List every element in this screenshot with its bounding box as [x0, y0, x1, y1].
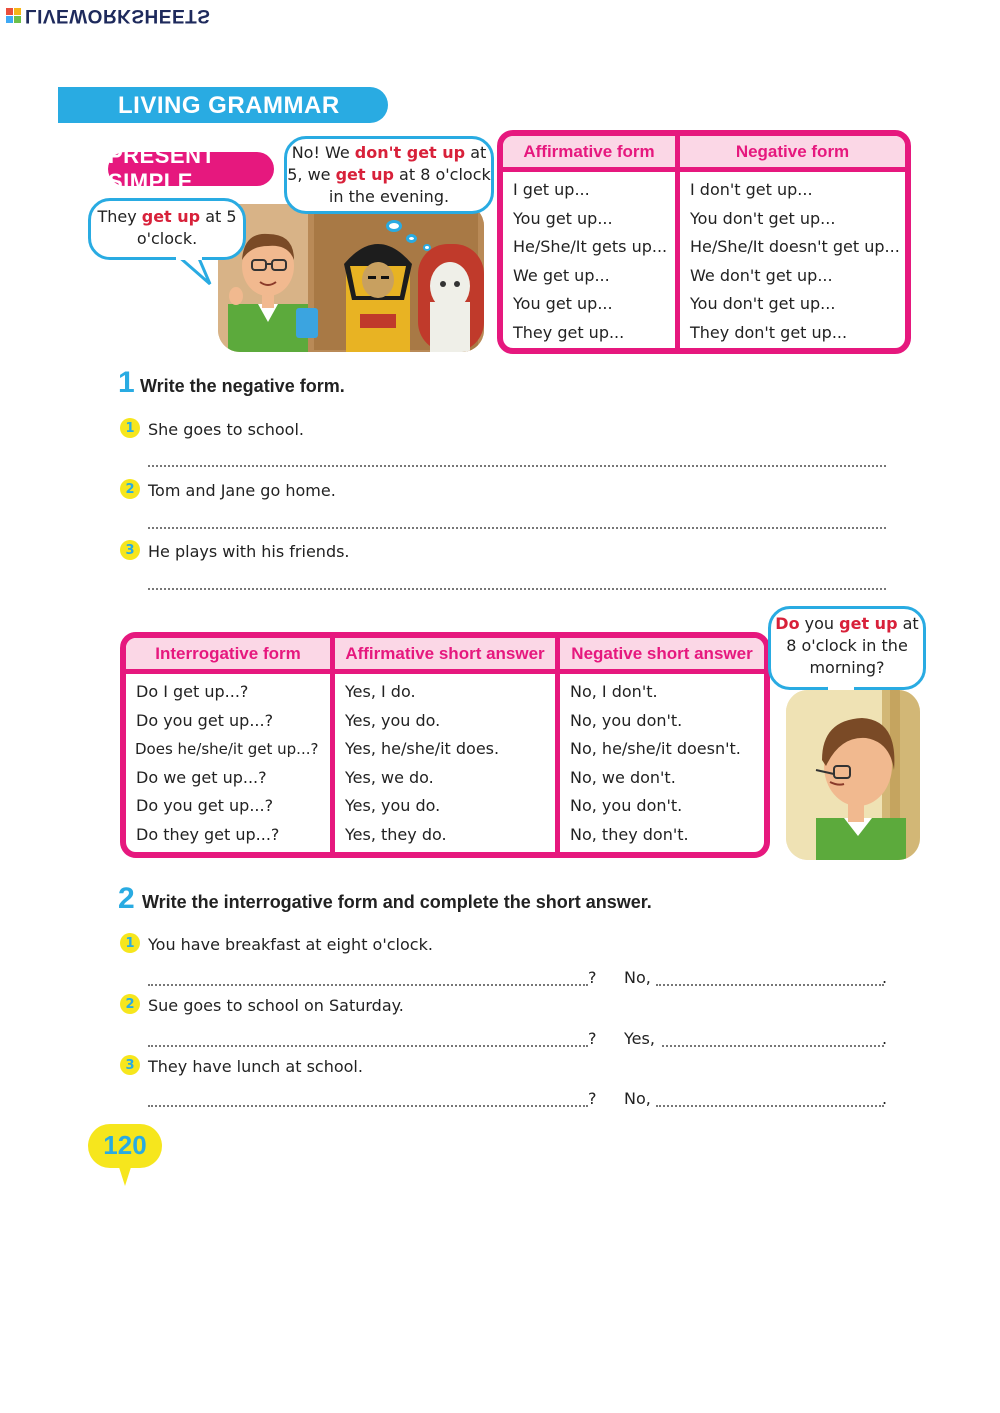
question-mark: ? [588, 1089, 597, 1108]
table-cell: We don't get up... [690, 265, 833, 285]
table-cell: Do you get up...? [136, 710, 274, 730]
answer-line[interactable] [148, 465, 886, 467]
table-cell: Do you get up...? [136, 796, 274, 815]
page-number: 120 [103, 1130, 147, 1160]
short-answer-line[interactable] [656, 984, 884, 986]
question-text: Tom and Jane go home. [148, 481, 336, 500]
museum-scene-icon [218, 204, 484, 352]
exercise-1-title: Write the negative form. [140, 376, 345, 396]
question-answer-line[interactable] [148, 984, 588, 986]
section-title: LIVING GRAMMAR [118, 92, 340, 119]
question-text: Sue goes to school on Saturday. [148, 996, 404, 1015]
bubble-text: No! We [291, 143, 355, 162]
table-cell: No, you don't. [570, 710, 683, 730]
table-cell: Do I get up...? [136, 682, 249, 701]
bubble-highlight: get up [335, 165, 394, 184]
question-text: You have breakfast at eight o'clock. [148, 935, 433, 954]
negative-short-column [555, 674, 764, 858]
bubble-highlight: get up [141, 207, 201, 226]
thought-dot-icon [386, 220, 402, 232]
question-badge: 2 [120, 994, 140, 1014]
interrogative-table [120, 632, 770, 858]
affirmative-negative-table [497, 130, 911, 354]
table-cell: No, he/she/it doesn't. [570, 739, 741, 758]
table-cell: They get up... [513, 322, 625, 342]
question-badge: 3 [120, 1055, 140, 1075]
page-number-pointer-icon [118, 1164, 132, 1186]
table-cell: No, I don't. [570, 682, 658, 701]
table-cell: You don't get up... [690, 208, 836, 228]
header-affirmative-form: Affirmative form [523, 141, 655, 161]
thought-dot-icon [406, 234, 417, 243]
bubble-text: at 8 o'clock in the evening. [328, 165, 491, 206]
question-badge: 3 [120, 540, 140, 560]
question-text: She goes to school. [148, 420, 304, 439]
bubble-text: at 5 o'clock. [136, 207, 237, 248]
short-answer-line[interactable] [662, 1045, 884, 1047]
thought-dot-icon [423, 244, 431, 251]
thought-bubble-dont-get-up [284, 136, 494, 214]
short-answer-label: No, [624, 968, 651, 987]
illustration-man-thinking [786, 690, 920, 860]
bubble-tail-icon [176, 256, 216, 286]
table-cell: Yes, they do. [345, 824, 447, 844]
table-cell: Does he/she/it get up...? [135, 740, 319, 758]
table-cell: No, they don't. [570, 824, 689, 844]
table-cell: Yes, he/she/it does. [345, 739, 500, 758]
table-cell: You don't get up... [690, 294, 836, 313]
table-cell: I don't get up... [690, 180, 813, 199]
table-cell: We get up... [513, 265, 610, 285]
table-cell: Yes, you do. [345, 796, 441, 815]
table-cell: No, you don't. [570, 796, 683, 815]
full-stop: . [882, 968, 888, 987]
question-badge: 1 [120, 418, 140, 438]
question-mark: ? [588, 968, 597, 987]
full-stop: . [882, 1029, 888, 1048]
affirmative-short-column [330, 674, 555, 858]
full-stop: . [882, 1089, 888, 1108]
table-cell: Yes, I do. [345, 682, 416, 701]
bubble-text: at 8 o'clock in the morning? [786, 614, 919, 677]
bubble-text: They [97, 207, 142, 226]
illustration-museum [218, 204, 484, 352]
liveworksheets-logo [6, 4, 210, 26]
short-answer-label: Yes, [624, 1029, 655, 1048]
answer-line[interactable] [148, 527, 886, 529]
exercise-2-number: 2 [118, 882, 135, 915]
question-mark: ? [588, 1029, 597, 1048]
logo-text: LIVEWORKSHEETS [25, 5, 211, 26]
bubble-highlight: Do [775, 614, 800, 633]
exercise-2-title: Write the interrogative form and complete the short answer. [142, 892, 652, 912]
logo-squares-icon [6, 8, 21, 23]
short-answer-label: No, [624, 1089, 651, 1108]
question-text: He plays with his friends. [148, 542, 350, 561]
short-answer-line[interactable] [656, 1105, 884, 1107]
bubble-text: at 5, we [287, 143, 487, 184]
header-negative-form: Negative form [675, 136, 905, 167]
table-cell: He/She/It gets up... [513, 237, 668, 256]
table-cell: I get up... [513, 180, 590, 199]
table-cell: He/She/It doesn't get up... [690, 237, 900, 256]
table-cell: Yes, you do. [345, 710, 441, 730]
table-cell: Do they get up...? [136, 824, 280, 844]
negative-column [675, 172, 905, 354]
answer-line[interactable] [148, 588, 886, 590]
question-badge: 1 [120, 933, 140, 953]
exercise-1-number: 1 [118, 366, 135, 399]
bubble-highlight: get up [839, 614, 898, 633]
table-cell: You get up... [513, 294, 613, 313]
question-text: They have lunch at school. [148, 1057, 363, 1076]
bubble-text: you [799, 614, 840, 633]
affirmative-column [503, 172, 675, 354]
question-answer-line[interactable] [148, 1045, 588, 1047]
table-cell: No, we don't. [570, 767, 676, 787]
man-thinking-icon [786, 690, 920, 860]
question-answer-line[interactable] [148, 1105, 588, 1107]
present-simple-tag: PRESENT SIMPLE [108, 152, 274, 186]
interrogative-column [126, 674, 330, 858]
speech-bubble-do-you-get-up [768, 606, 926, 690]
question-badge: 2 [120, 479, 140, 499]
header-affirmative-short-answer: Affirmative short answer [330, 638, 555, 669]
header-negative-short-answer: Negative short answer [555, 638, 764, 669]
bubble-highlight: don't get up [354, 143, 466, 162]
table-cell: You get up... [513, 208, 613, 228]
speech-bubble-they-get-up [88, 198, 246, 260]
table-cell: They don't get up... [690, 322, 848, 342]
table-cell: Yes, we do. [345, 767, 434, 787]
table-header [503, 136, 905, 172]
header-interrogative-form: Interrogative form [155, 643, 301, 663]
table-cell: Do we get up...? [136, 767, 267, 787]
table-header [126, 638, 764, 674]
